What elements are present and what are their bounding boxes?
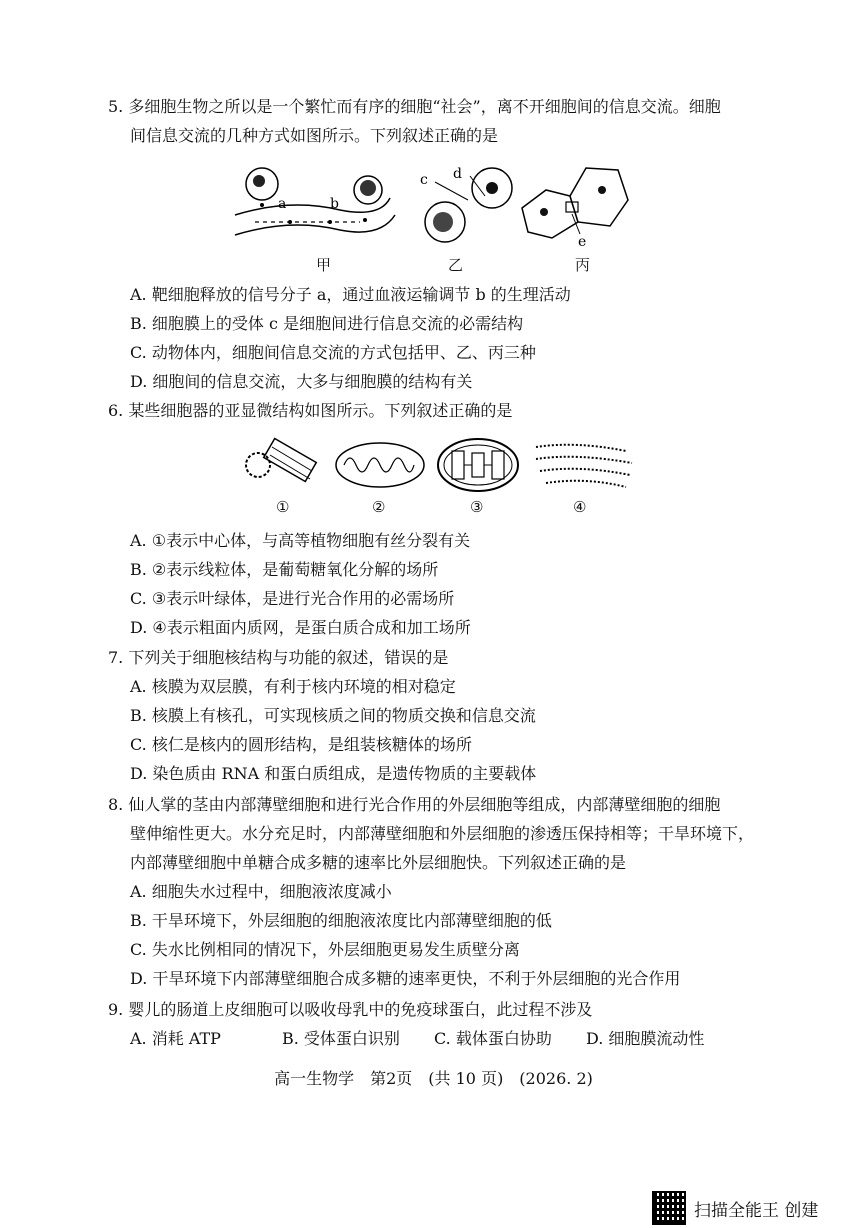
q9-option-c: C. 载体蛋白协助	[434, 1029, 552, 1048]
q9-option-d: D. 细胞膜流动性	[586, 1029, 705, 1048]
fig-yi	[425, 168, 512, 242]
q7-option-b: B. 核膜上有核孔，可实现核质之间的物质交换和信息交流	[130, 706, 536, 725]
q6-figure	[240, 435, 640, 495]
caption-2: ②	[372, 498, 386, 516]
organelle-chloroplast	[438, 439, 518, 491]
q9-stem: 9. 婴儿的肠道上皮细胞可以吸收母乳中的免疫球蛋白，此过程不涉及	[108, 1000, 593, 1019]
organelle-rough-er	[536, 445, 632, 487]
label-c: c	[420, 172, 428, 188]
label-a: a	[278, 196, 287, 212]
q7-option-d: D. 染色质由 RNA 和蛋白质组成，是遗传物质的主要载体	[130, 764, 537, 783]
caption-3: ③	[470, 498, 484, 516]
caption-1: ①	[276, 498, 290, 516]
label-b: b	[330, 196, 339, 212]
q5-option-d: D. 细胞间的信息交流，大多与细胞膜的结构有关	[130, 372, 473, 391]
q8-option-b: B. 干旱环境下，外层细胞的细胞液浓度比内部薄壁细胞的低	[130, 911, 552, 930]
organelle-mitochondrion	[336, 443, 424, 487]
q9-option-b: B. 受体蛋白识别	[282, 1029, 400, 1048]
caption-bing: 丙	[575, 256, 591, 274]
scanner-watermark	[652, 1191, 818, 1225]
q5-option-a: A. 靶细胞释放的信号分子 a，通过血液运输调节 b 的生理活动	[130, 285, 571, 304]
q5-stem-line2: 间信息交流的几种方式如图所示。下列叙述正确的是	[130, 126, 499, 145]
q8-stem-line2: 壁伸缩性更大。水分充足时，内部薄壁细胞和外层细胞的渗透压保持相等；干旱环境下，	[130, 824, 755, 843]
q9-option-a: A. 消耗 ATP	[130, 1029, 221, 1048]
fig-bing	[522, 168, 628, 238]
q9-options-row	[130, 1026, 704, 1049]
q6-stem: 6. 某些细胞器的亚显微结构如图所示。下列叙述正确的是	[108, 401, 513, 420]
label-e: e	[578, 234, 587, 250]
caption-4: ④	[573, 498, 587, 516]
label-d: d	[453, 166, 462, 182]
caption-jia: 甲	[316, 256, 332, 274]
q5-stem-line1: 5. 多细胞生物之所以是一个繁忙而有序的细胞“社会”，离不开细胞间的信息交流。细胞	[108, 97, 721, 116]
q8-option-a: A. 细胞失水过程中，细胞液浓度减小	[130, 882, 392, 901]
q6-option-b: B. ②表示线粒体，是葡萄糖氧化分解的场所	[130, 560, 439, 579]
q7-option-c: C. 核仁是核内的圆形结构，是组装核糖体的场所	[130, 735, 472, 754]
fig-jia	[235, 168, 395, 235]
scanner-label: 扫描全能王 创建	[694, 1200, 819, 1221]
q5-figure	[230, 160, 640, 260]
q6-option-c: C. ③表示叶绿体，是进行光合作用的必需场所	[130, 589, 455, 608]
q8-option-d: D. 干旱环境下内部薄壁细胞合成多糖的速率更快，不利于外层细胞的光合作用	[130, 969, 681, 988]
q5-option-b: B. 细胞膜上的受体 c 是细胞间进行信息交流的必需结构	[130, 314, 524, 333]
qr-code-icon	[652, 1191, 686, 1225]
q6-option-a: A. ①表示中心体，与高等植物细胞有丝分裂有关	[130, 531, 471, 550]
caption-yi: 乙	[448, 256, 464, 274]
q8-stem-line3: 内部薄壁细胞中单糖合成多糖的速率比外层细胞快。下列叙述正确的是	[130, 853, 627, 872]
page-footer: 高一生物学 第2页 (共 10 页) (2026. 2)	[274, 1069, 593, 1088]
q7-option-a: A. 核膜为双层膜，有利于核内环境的相对稳定	[130, 677, 456, 696]
q8-stem-line1: 8. 仙人掌的茎由内部薄壁细胞和进行光合作用的外层细胞等组成，内部薄壁细胞的细胞	[108, 795, 721, 814]
q8-option-c: C. 失水比例相同的情况下，外层细胞更易发生质壁分离	[130, 940, 520, 959]
q6-option-d: D. ④表示粗面内质网，是蛋白质合成和加工场所	[130, 618, 471, 637]
q5-option-c: C. 动物体内，细胞间信息交流的方式包括甲、乙、丙三种	[130, 343, 536, 362]
q7-stem: 7. 下列关于细胞核结构与功能的叙述，错误的是	[108, 648, 449, 667]
organelle-centrosome	[246, 438, 316, 481]
